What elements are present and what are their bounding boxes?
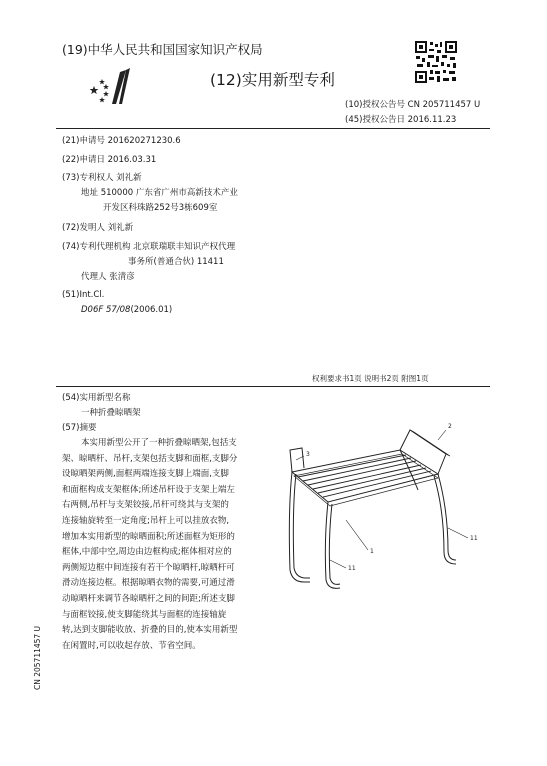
issuing-office: (19)中华人民共和国国家知识产权局: [62, 42, 263, 57]
agency-line-1: (74)专利代理机构 北京联瑞联丰知识产权代理: [62, 242, 236, 252]
abstract-line: 动晾晒杆来调节各晾晒杆之间的间距;所述支脚: [62, 593, 235, 604]
figure-label-11-right: 11: [470, 535, 478, 542]
abstract-drawing: [270, 410, 492, 600]
publication-date: (45)授权公告日 2016.11.23: [345, 115, 457, 125]
patentee: (73)专利权人 刘礼新: [62, 173, 142, 183]
ipc-classification: [81, 305, 172, 315]
left-hanging-bar: [290, 448, 304, 472]
ipc-code: D06F 57/08: [81, 305, 131, 315]
abstract-line: 本实用新型公开了一种折叠晾晒架,包括支: [81, 438, 237, 448]
header-divider: [56, 128, 490, 129]
address-line-2: 开发区科珠路252号3栋609室: [103, 203, 218, 213]
figure-label-3: 3: [306, 451, 310, 458]
abstract-line: 滑动连接边框。根据晾晒衣物的需要,可通过滑: [62, 578, 235, 589]
abstract-line: 转,达到支脚能收放、折叠的目的,使本实用新型: [62, 625, 238, 636]
qr-code: [414, 40, 458, 84]
application-number: (21)申请号 201620271230.6: [62, 136, 181, 146]
abstract-line: 右两侧,吊杆与支架铰接,吊杆可绕其与支架的: [62, 500, 229, 511]
abstract-label: (57)摘要: [62, 423, 97, 433]
abstract-line: 架、晾晒杆、吊杆,支架包括支脚和面框,支脚分: [62, 453, 238, 464]
side-publication-number: CN 205711457 U: [33, 625, 42, 690]
abstract-line: 框体,中部中空,周边由边框构成;框体相对应的: [62, 547, 232, 558]
int-cl-label: (51)Int.Cl.: [62, 290, 105, 300]
abstract-line: 设晾晒架两侧,面框两端连接支脚上端面,支脚: [62, 469, 229, 480]
abstract-line: 与面框铰接,使支脚能绕其与面框的连接轴旋: [62, 609, 227, 620]
abstract-line: 增加本实用新型的晾晒面积;所述面框为矩形的: [62, 531, 235, 542]
figure-label-2: 2: [448, 423, 452, 430]
agent: 代理人 张清彦: [81, 272, 135, 282]
abstract-line: 在闲置时,可以收起存放、节省空间。: [62, 640, 201, 651]
ipc-version: (2006.01): [130, 305, 173, 315]
publication-number: (10)授权公告号 CN 205711457 U: [345, 100, 481, 110]
office-logo: [86, 66, 130, 108]
abstract-text: [62, 436, 272, 654]
figure-label-1: 1: [370, 548, 374, 555]
abstract-divider: [56, 386, 490, 387]
utility-model-title: 一种折叠晾晒架: [81, 408, 141, 418]
agency-line-2: 事务所(普通合伙) 11411: [128, 257, 224, 267]
application-date: (22)申请日 2016.03.31: [62, 155, 157, 165]
inventor: (72)发明人 刘礼新: [62, 223, 134, 233]
page-counts: 权利要求书1页 说明书2页 附图1页: [312, 374, 429, 383]
top-frame: [292, 450, 438, 502]
right-hanging-bar: [400, 430, 446, 474]
abstract-line: 连接轴旋转至一定角度;吊杆上可以挂放衣物,: [62, 515, 230, 526]
document-type: (12)实用新型专利: [210, 71, 335, 89]
abstract-line: 两侧短边框中间连接有若干个晾晒杆,晾晒杆可: [62, 562, 235, 573]
title-label: (54)实用新型名称: [62, 393, 131, 403]
figure-label-11-left: 11: [348, 565, 356, 572]
address-line-1: 地址 510000 广东省广州市高新技术产业: [81, 188, 238, 198]
abstract-line: 和面框构成支架框体;所述吊杆设于支架上端左: [62, 484, 235, 495]
